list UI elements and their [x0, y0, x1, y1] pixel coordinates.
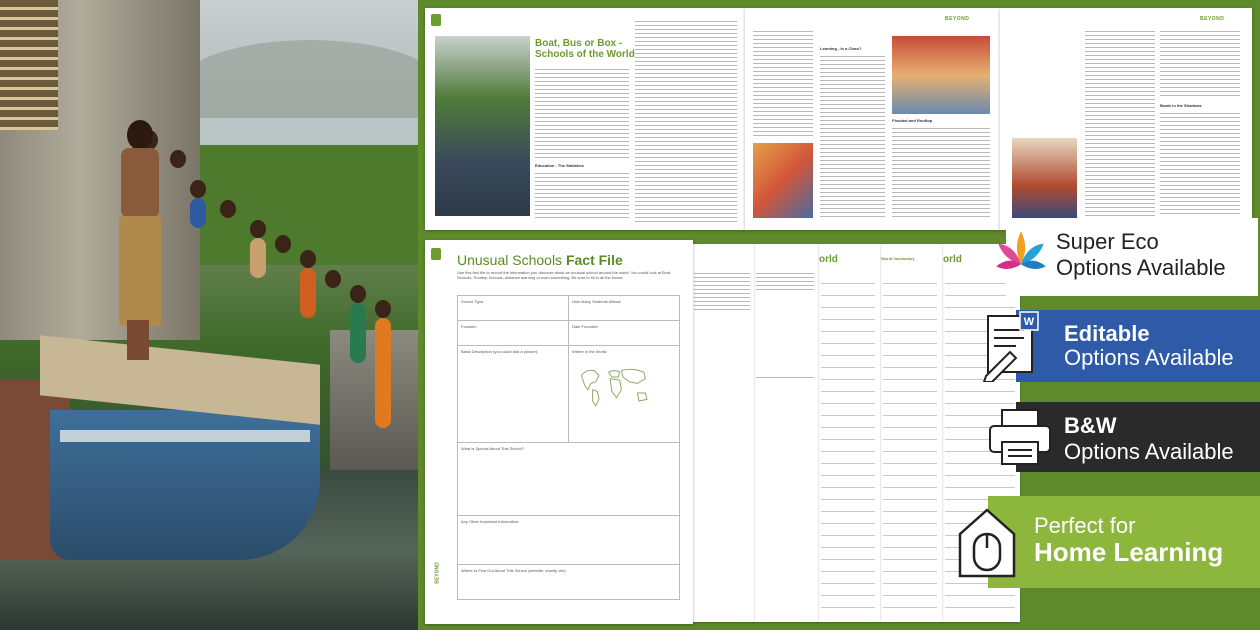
section-heading: Learning - In a Class?: [820, 46, 862, 51]
field-special: What is Special About This School?: [457, 442, 680, 516]
article-text: [635, 18, 737, 223]
article-photo-boat: [435, 36, 530, 216]
section-heading: Boats in the Shadows: [1160, 103, 1202, 108]
field-date-founded: Date Founded:: [568, 320, 680, 346]
sheet-title: orld: [943, 254, 962, 265]
fact-file-intro: Use this fact file to record the information you discover about an unusual school around the world. You could look at Boat Schools, Rooftop Schools, distance learning or even something. Be sure to fill in all the boxes.: [457, 270, 671, 280]
standing-man: [115, 120, 165, 360]
boat: [0, 330, 330, 590]
side-brand: BEYOND: [434, 562, 441, 584]
field-where: Where in the World:: [568, 345, 680, 443]
article-page-3: BEYOND Boats in the Shadows: [1000, 8, 1252, 230]
article-text: [1160, 28, 1240, 98]
fact-file-title: Unusual Schools Fact File: [457, 252, 623, 268]
sheet-title: World Vocabulary: [881, 256, 915, 261]
home-learning-badge: Perfect for Home Learning: [988, 496, 1260, 588]
section-heading: Education - The Statistics: [535, 163, 584, 168]
article-photo-class: [892, 36, 990, 114]
section-heading: Flooded and Rooftop: [892, 118, 933, 123]
article-text: [753, 28, 813, 138]
printer-icon: [984, 406, 1056, 468]
field-find-out: Where to Find Out About This School (website, charity, etc):: [457, 564, 680, 600]
super-eco-badge: Super Eco Options Available: [1006, 218, 1258, 296]
article-text: [535, 66, 629, 161]
grated-window: [0, 0, 58, 130]
word-doc-icon: [980, 310, 1050, 382]
school-boat-photo: [0, 0, 418, 630]
worksheet-1: [752, 244, 818, 622]
field-other-info: Any Other Important Information:: [457, 515, 680, 565]
field-school-type: School Type:: [457, 295, 569, 321]
article-page-2: BEYOND Learning - In a Class? Flooded and Rooftop: [745, 8, 1000, 230]
field-description: Basic Description (you could add a picture):: [457, 345, 569, 443]
article-text: [535, 170, 629, 220]
house-mouse-icon: [954, 504, 1020, 580]
svg-text:W: W: [1023, 316, 1035, 328]
field-founder: Founder:: [457, 320, 569, 346]
article-text: [892, 125, 990, 220]
bw-badge: B&W Options Available: [1016, 402, 1260, 472]
article-photo-room: [1012, 138, 1077, 218]
lotus-icon: [990, 224, 1052, 288]
editable-badge: W Editable Options Available: [1016, 310, 1260, 382]
worksheet-2: [816, 244, 880, 622]
article-title: Boat, Bus or Box - Schools of the World: [535, 38, 635, 60]
article-text: [1160, 110, 1240, 215]
article-text: [1085, 28, 1155, 218]
worksheet-3: [878, 244, 942, 622]
field-students: How Many Students Attend:: [568, 295, 680, 321]
article-text: [820, 53, 885, 218]
sheet-title: orld: [819, 254, 838, 265]
article-photo-kids: [753, 143, 813, 218]
beyond-logo-icon: [431, 248, 441, 260]
beyond-logo-icon: [431, 14, 441, 26]
article-page-1: [425, 8, 745, 230]
world-map-icon: [575, 360, 655, 410]
worksheet-0: [690, 244, 754, 622]
fact-file-sheet: [425, 240, 693, 624]
